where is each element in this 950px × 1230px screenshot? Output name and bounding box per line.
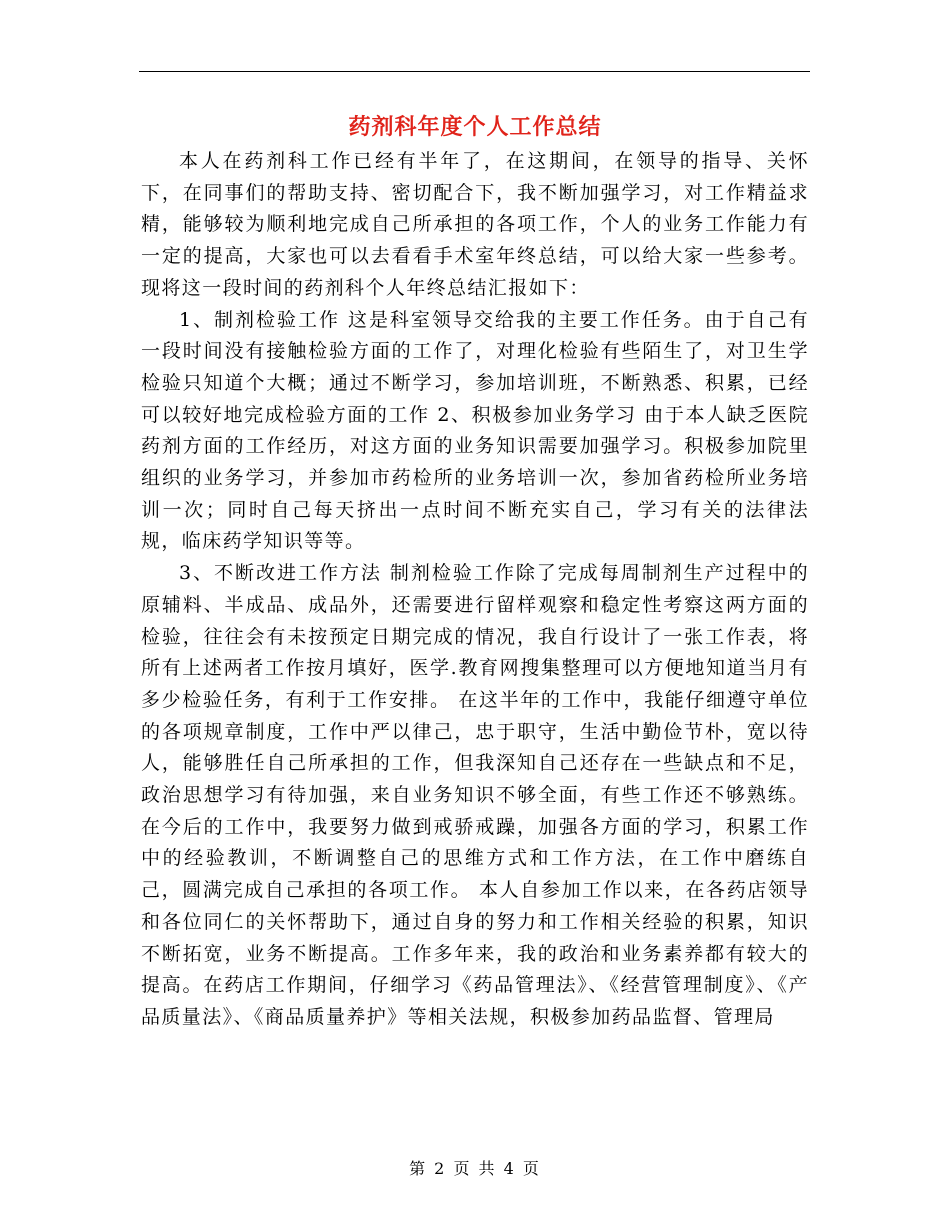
document-title: 药剂科年度个人工作总结 (348, 114, 602, 140)
page-footer (0, 1156, 950, 1179)
document-body (141, 146, 809, 1034)
body-paragraph-3: 3、不断改进工作方法 制剂检验工作除了完成每周制剂生产过程中的原辅料、半成品、成品外，还需要进行留样观察和稳定性考察这两方面的检验，往往会有未按预定日期完成的情况，我自行设计了一张工作表，将所有上述两者工作按月填好，医学.教育网搜集整理可以方便地知道当月有多少检验任务，有利于工作安排。 在这半年的工作中，我能仔细遵守单位的各项规章制度，工作中严以律己，忠于职守，生活中勤俭节朴，宽以待人，能够胜任自己所承担的工作，但我深知自己还存在一些缺点和不足，政治思想学习有待加强，来自业务知识不够全面，有些工作还不够熟练。在今后的工作中，我要努力做到戒骄戒躁，加强各方面的学习，积累工作中的经验教训，不断调整自己的思维方式和工作方法，在工作中磨练自己，圆满完成自己承担的各项工作。 本人自参加工作以来，在各药店领导和各位同仁的关怀帮助下，通过自身的努力和工作相关经验的积累，知识不断拓宽，业务不断提高。工作多年来，我的政治和业务素养都有较大的提高。在药店工作期间，仔细学习《药品管理法》、《经营管理制度》、《产品质量法》、《商品质量养护》等相关法规，积极参加药品监督、管理局 (141, 562, 809, 1028)
page-number-label: 第 2 页 共 4 页 (409, 1159, 541, 1178)
body-paragraph-1: 本人在药剂科工作已经有半年了，在这期间，在领导的指导、关怀下，在同事们的帮助支持、密切配合下，我不断加强学习，对工作精益求精，能够较为顺利地完成自己所承担的各项工作，个人的业务工作能力有一定的提高，大家也可以去看看手术室年终总结，可以给大家一些参考。现将这一段时间的药剂科个人年终总结汇报如下： (141, 150, 809, 299)
body-paragraph-2: 1、制剂检验工作 这是科室领导交给我的主要工作任务。由于自己有一段时间没有接触检验方面的工作了，对理化检验有些陌生了，对卫生学检验只知道个大概；通过不断学习，参加培训班，不断熟悉、积累，已经可以较好地完成检验方面的工作 2、积极参加业务学习 由于本人缺乏医院药剂方面的工作经历，对这方面的业务知识需要加强学习。积极参加院里组织的业务学习，并参加市药检所的业务培训一次，参加省药检所业务培训一次；同时自己每天挤出一点时间不断充实自己，学习有关的法律法规，临床药学知识等等。 (141, 308, 809, 553)
header-rule (139, 71, 810, 72)
